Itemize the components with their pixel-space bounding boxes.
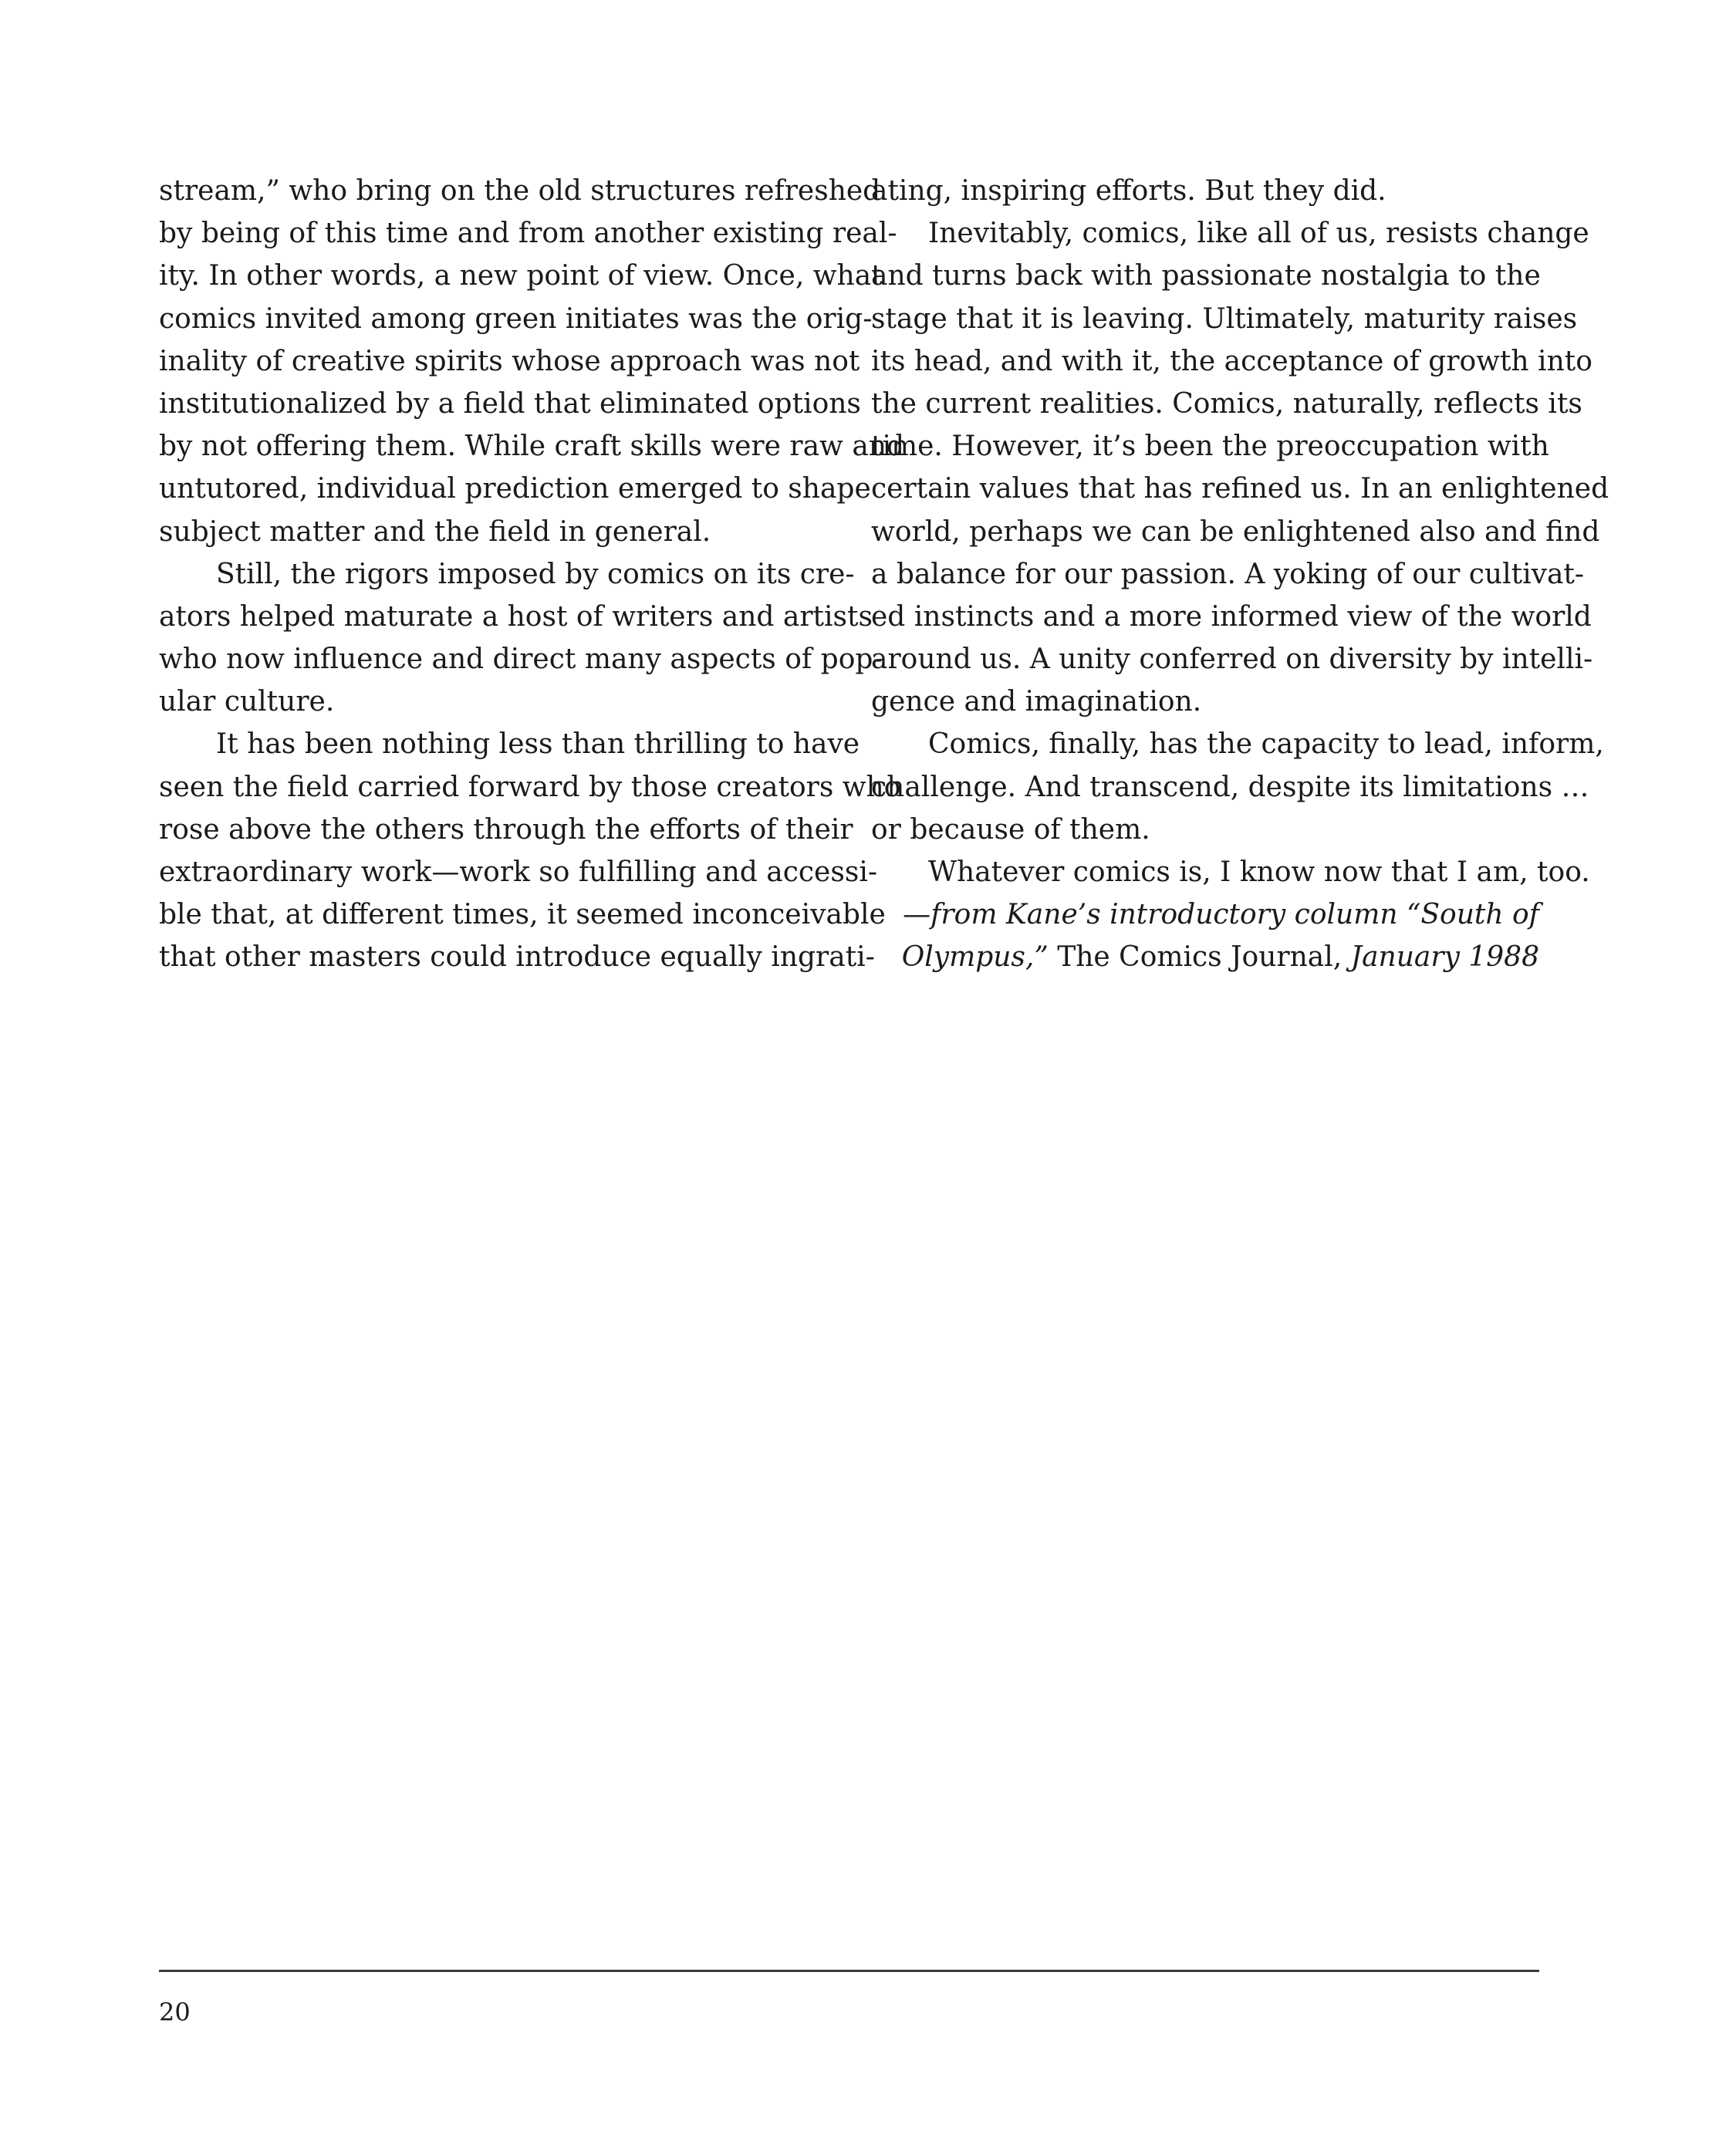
text-line: and turns back with passionate nostalgia to the xyxy=(871,260,1541,292)
text-line: time. However, it’s been the preoccupation with xyxy=(871,431,1549,463)
text-line: the current realities. Comics, naturally, reflects its xyxy=(871,387,1582,420)
text-line: gence and imagination. xyxy=(871,686,1202,718)
text-line: around us. A unity conferred on diversity by intelli- xyxy=(871,643,1593,676)
text-line: ular culture. xyxy=(159,686,335,718)
text-line: challenge. And transcend, despite its limitations … xyxy=(871,771,1589,803)
text-line: Still, the rigors imposed by comics on its cre- xyxy=(216,558,855,590)
text-line: extraordinary work—work so fulfilling and accessi- xyxy=(159,856,877,888)
attribution-column-title-end: Olympus,” xyxy=(901,941,1049,974)
text-line: stage that it is leaving. Ultimately, maturity raises xyxy=(871,302,1578,335)
text-line: that other masters could introduce equally ingrati- xyxy=(159,941,875,974)
text-line: who now influence and direct many aspects of pop- xyxy=(159,643,883,676)
text-line: stream,” who bring on the old structures refreshed xyxy=(159,175,881,207)
left-text-column xyxy=(159,170,905,979)
text-line: untutored, individual prediction emerged to shape xyxy=(159,473,871,505)
text-line: world, perhaps we can be enlightened also and find xyxy=(871,515,1600,548)
text-line: rose above the others through the efforts of their xyxy=(159,813,853,846)
text-line: inality of creative spirits whose approach was not xyxy=(159,345,860,377)
text-line: Whatever comics is, I know now that I am, too. xyxy=(928,856,1590,888)
text-line: institutionalized by a field that eliminated options xyxy=(159,387,861,420)
text-line: certain values that has refined us. In an enlightened xyxy=(871,473,1609,505)
text-line: ed instincts and a more informed view of the world xyxy=(871,600,1592,633)
attribution-source-text: —from Kane’s introductory column “South of xyxy=(903,899,1539,931)
text-line: Inevitably, comics, like all of us, resists change xyxy=(928,218,1589,250)
text-line: ating, inspiring efforts. But they did. xyxy=(871,175,1386,207)
text-line: Comics, finally, has the capacity to lead, inform, xyxy=(928,728,1604,761)
text-line: by being of this time and from another existing real- xyxy=(159,218,897,250)
text-line: a balance for our passion. A yoking of our cultivat- xyxy=(871,558,1585,590)
text-line: or because of them. xyxy=(871,813,1150,846)
attribution-publication: The Comics Journal, xyxy=(1048,941,1351,974)
footer-rule xyxy=(159,1970,1539,1972)
text-line: It has been nothing less than thrilling to have xyxy=(216,728,860,761)
text-line: ators helped maturate a host of writers and artists xyxy=(159,600,873,633)
right-text-column xyxy=(871,170,1609,979)
text-line: by not offering them. While craft skills were raw and xyxy=(159,431,905,463)
attribution-line-2 xyxy=(871,936,1539,978)
text-line: its head, and with it, the acceptance of growth into xyxy=(871,345,1592,377)
text-line: ble that, at different times, it seemed inconceivable xyxy=(159,899,886,931)
page-number: 20 xyxy=(159,1997,191,2027)
attribution-line-1 xyxy=(871,893,1539,936)
text-line: ity. In other words, a new point of view. Once, what xyxy=(159,260,883,292)
text-line: subject matter and the field in general. xyxy=(159,515,711,548)
text-line: comics invited among green initiates was the orig- xyxy=(159,302,873,335)
text-line: seen the field carried forward by those creators who xyxy=(159,771,901,803)
attribution-date: January 1988 xyxy=(1350,941,1539,974)
